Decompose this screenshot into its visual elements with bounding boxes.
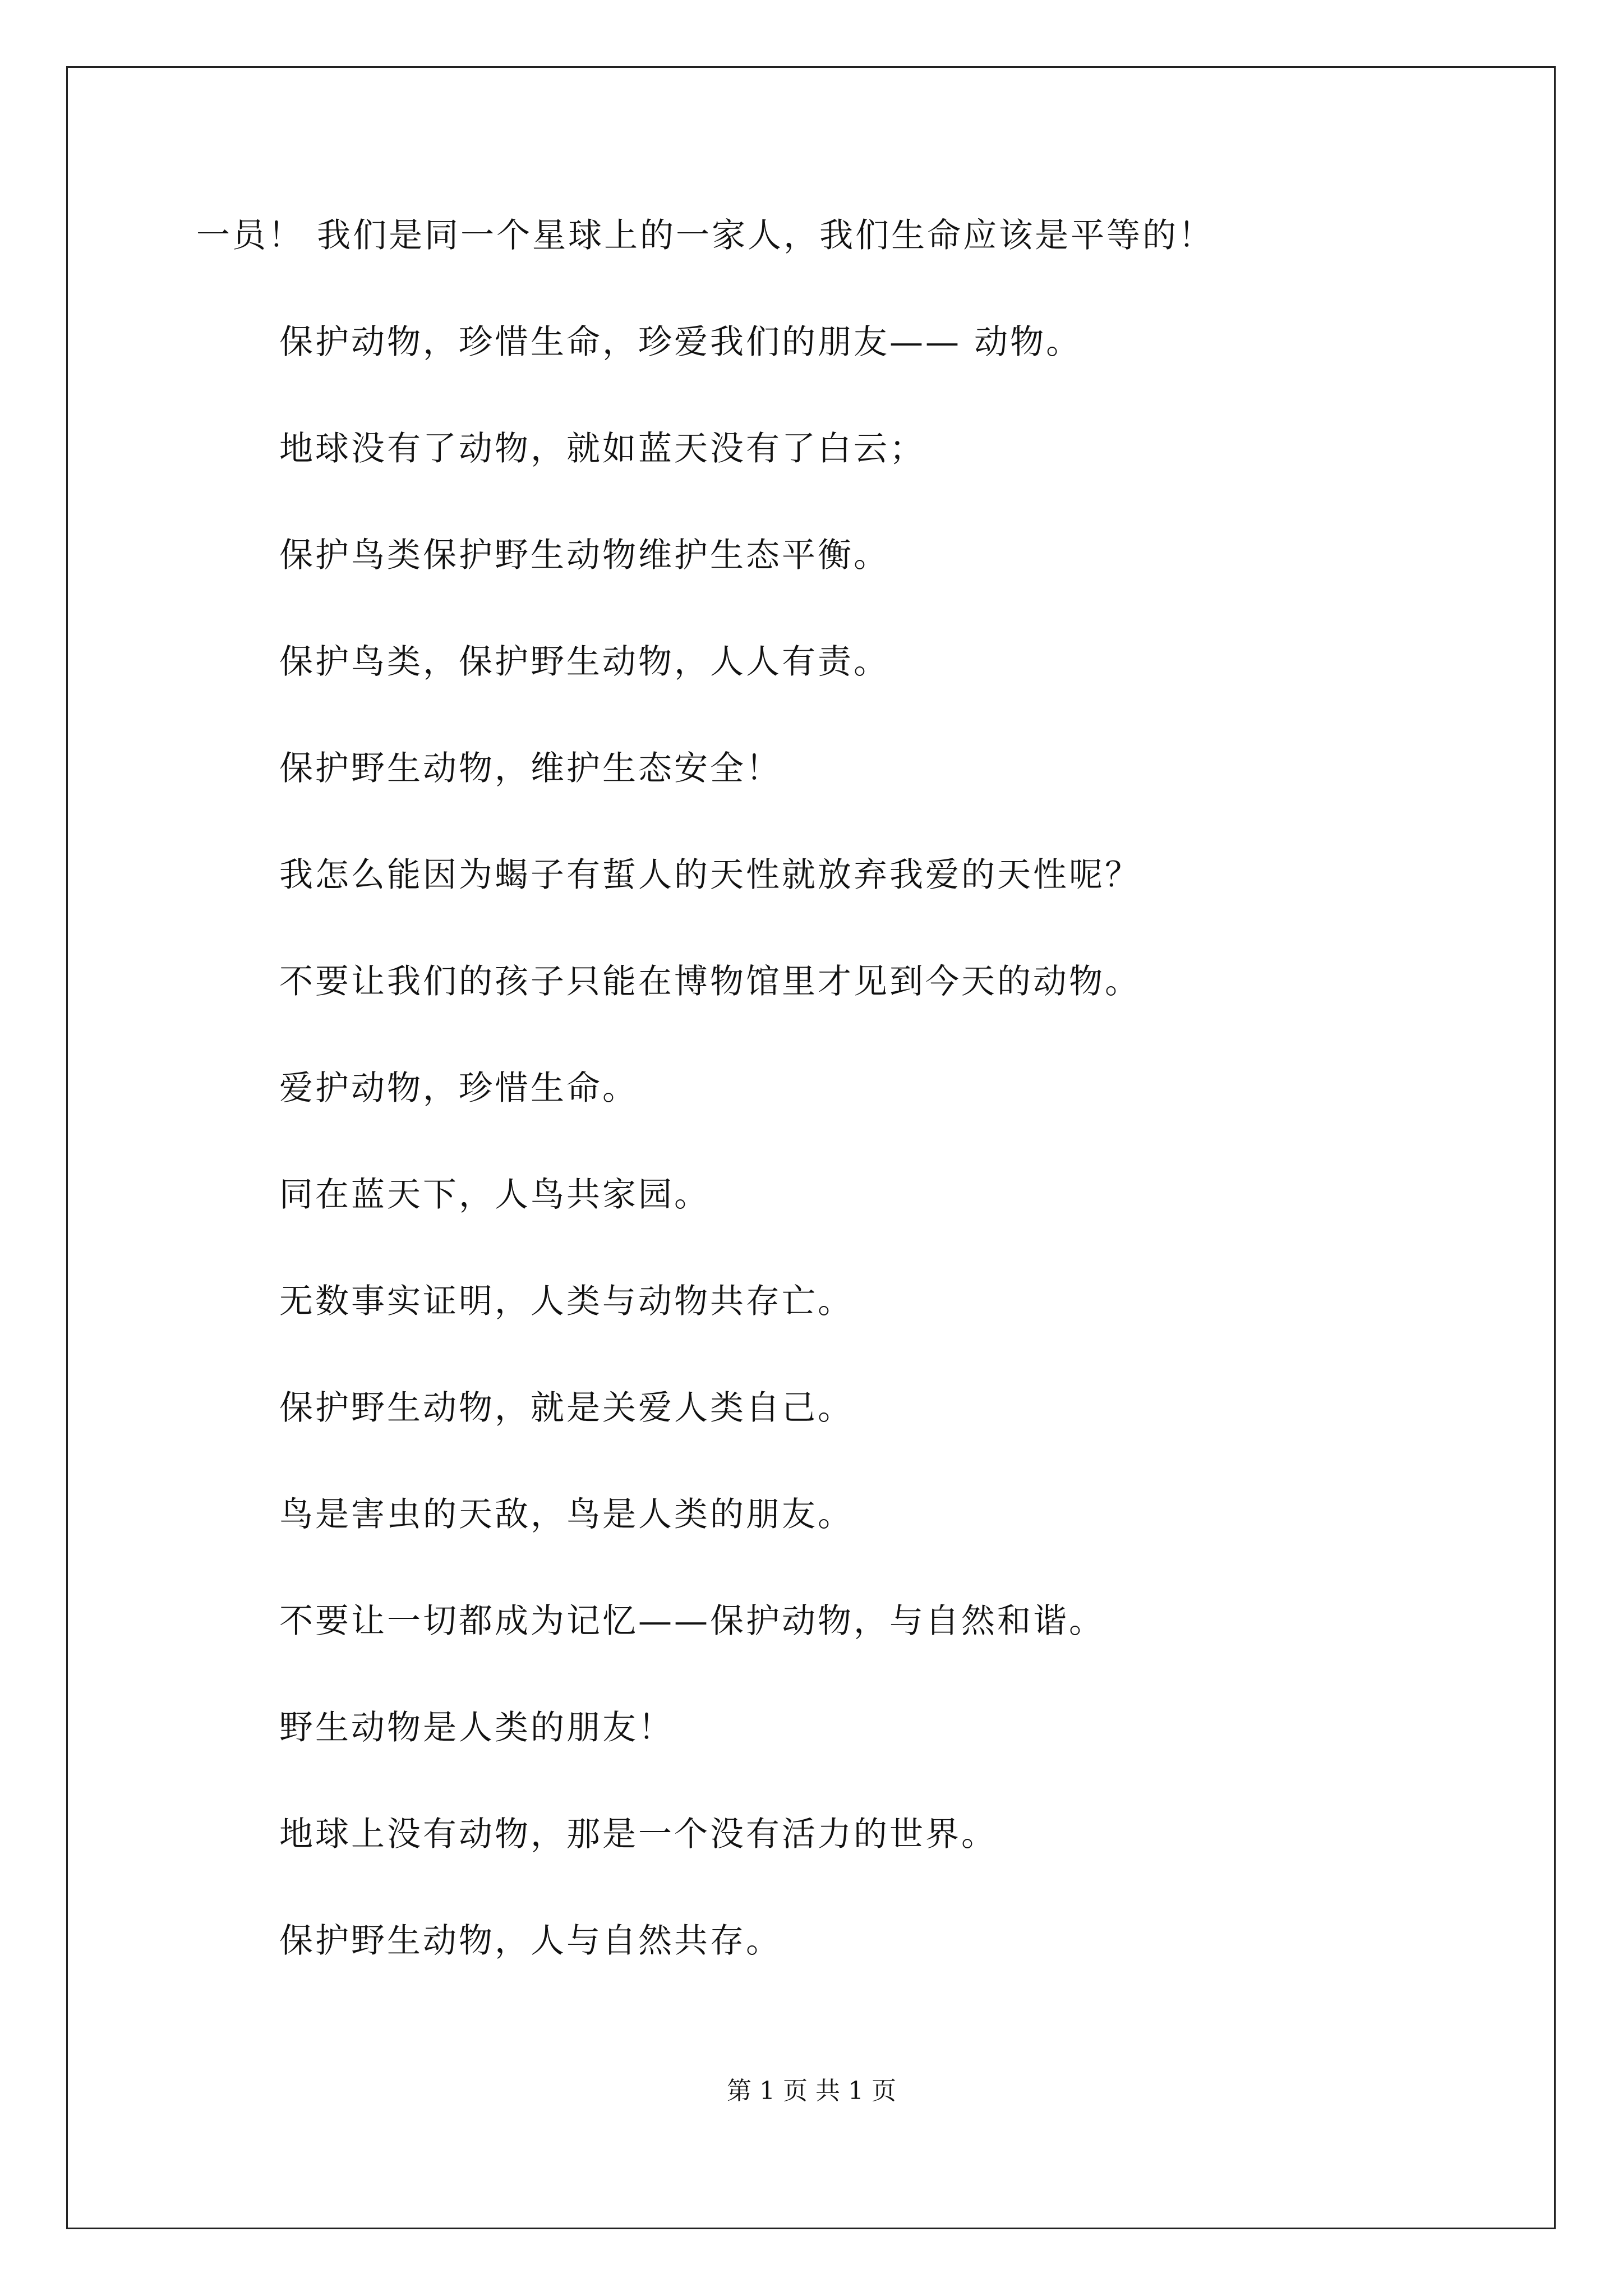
text-line: 爱护动物，珍惜生命。 [279, 1069, 638, 1108]
text-line: 野生动物是人类的朋友！ [279, 1708, 674, 1747]
document-body [196, 216, 1430, 2031]
text-line: 地球没有了动物，就如蓝天没有了白云； [279, 429, 925, 468]
text-line: 保护野生动物，就是关爱人类自己。 [279, 1388, 854, 1428]
text-line: 保护鸟类保护野生动物维护生态平衡。 [279, 536, 889, 575]
text-line: 我怎么能因为蝎子有蜇人的天性就放弃我爱的天性呢？ [279, 855, 1141, 895]
text-line: 不要让我们的孩子只能在博物馆里才见到今天的动物。 [279, 962, 1141, 1001]
text-line: 无数事实证明，人类与动物共存亡。 [279, 1282, 854, 1321]
text-line: 保护鸟类，保护野生动物，人人有责。 [279, 642, 889, 682]
page-footer: 第 1 页 共 1 页 [727, 2077, 896, 2105]
text-line: 不要让一切都成为记忆——保护动物，与自然和谐。 [279, 1602, 1105, 1641]
text-line: 保护野生动物，维护生态安全！ [279, 749, 782, 788]
text-line: 同在蓝天下，人鸟共家园。 [279, 1175, 710, 1214]
text-line: 一员！ 我们是同一个星球上的一家人，我们生命应该是平等的！ [196, 216, 1215, 255]
text-line: 保护野生动物，人与自然共存。 [279, 1921, 782, 1961]
text-line: 鸟是害虫的天敌，鸟是人类的朋友。 [279, 1495, 854, 1534]
text-line: 保护动物，珍惜生命，珍爱我们的朋友—— 动物。 [279, 323, 1082, 362]
text-line: 地球上没有动物，那是一个没有活力的世界。 [279, 1815, 997, 1854]
